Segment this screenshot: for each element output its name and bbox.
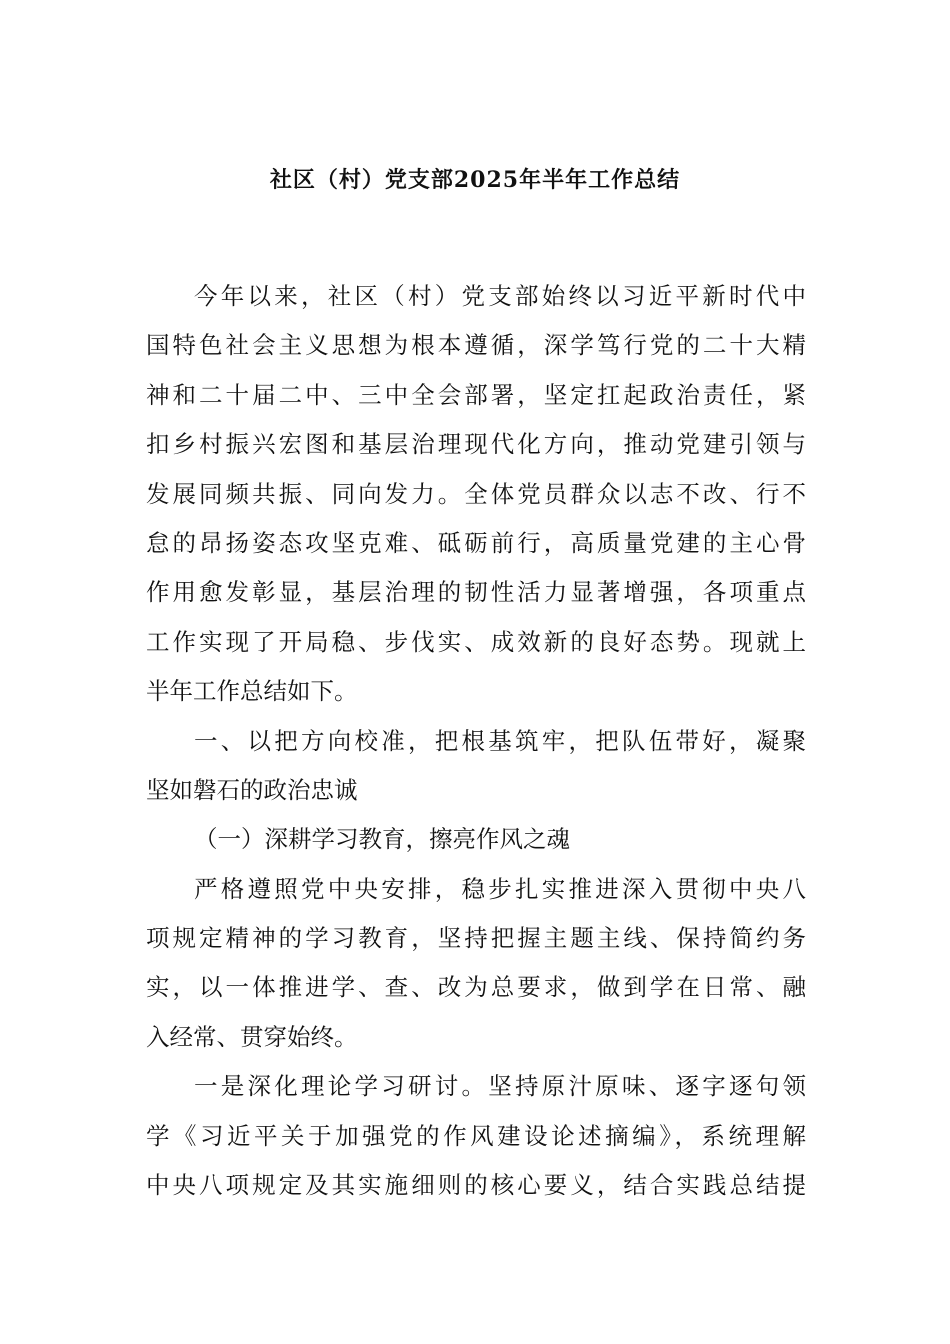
section-heading-line: 坚如磐石的政治忠诚 [146, 775, 358, 804]
paragraph-line: 学《习近平关于加强党的作风建设论述摘编》，系统理解 [146, 1121, 806, 1150]
paragraph-line: 今年以来，社区（村）党支部始终以习近平新时代中 [194, 282, 806, 310]
paragraph-line: 神和二十届二中、三中全会部署，坚定扛起政治责任，紧 [146, 380, 806, 409]
paragraph-line: 扣乡村振兴宏图和基层治理现代化方向，推动党建引领与 [146, 430, 806, 459]
paragraph-line: 中央八项规定及其实施细则的核心要义，结合实践总结提 [146, 1171, 806, 1200]
paragraph-line: 工作实现了开局稳、步伐实、成效新的良好态势。现就上 [146, 627, 806, 656]
document-title: 社区（村）党支部2025年半年工作总结 [269, 167, 681, 193]
document-body [146, 272, 806, 1210]
paragraph-line: 怠的昂扬姿态攻坚克难、砥砺前行，高质量党建的主心骨 [146, 528, 806, 557]
section-heading-line: 一、以把方向校准，把根基筑牢，把队伍带好，凝聚 [194, 726, 806, 755]
paragraph-line: 一是深化理论学习研讨。坚持原汁原味、逐字逐句领 [194, 1072, 806, 1101]
paragraph-line: 严格遵照党中央安排，稳步扎实推进深入贯彻中央八 [194, 874, 806, 903]
paragraph-line: 作用愈发彰显，基层治理的韧性活力显著增强，各项重点 [146, 578, 806, 607]
paragraph-line: 实，以一体推进学、查、改为总要求，做到学在日常、融 [146, 973, 806, 1002]
paragraph-line: 发展同频共振、同向发力。全体党员群众以志不改、行不 [146, 479, 806, 508]
paragraph-line: 半年工作总结如下。 [146, 677, 358, 706]
paragraph-line: 国特色社会主义思想为根本遵循，深学笃行党的二十大精 [146, 331, 806, 360]
paragraph-line: 项规定精神的学习教育，坚持把握主题主线、保持简约务 [146, 924, 806, 953]
subsection-heading: （一）深耕学习教育，擦亮作风之魂 [194, 825, 570, 854]
paragraph-line: 入经常、贯穿始终。 [146, 1022, 358, 1051]
